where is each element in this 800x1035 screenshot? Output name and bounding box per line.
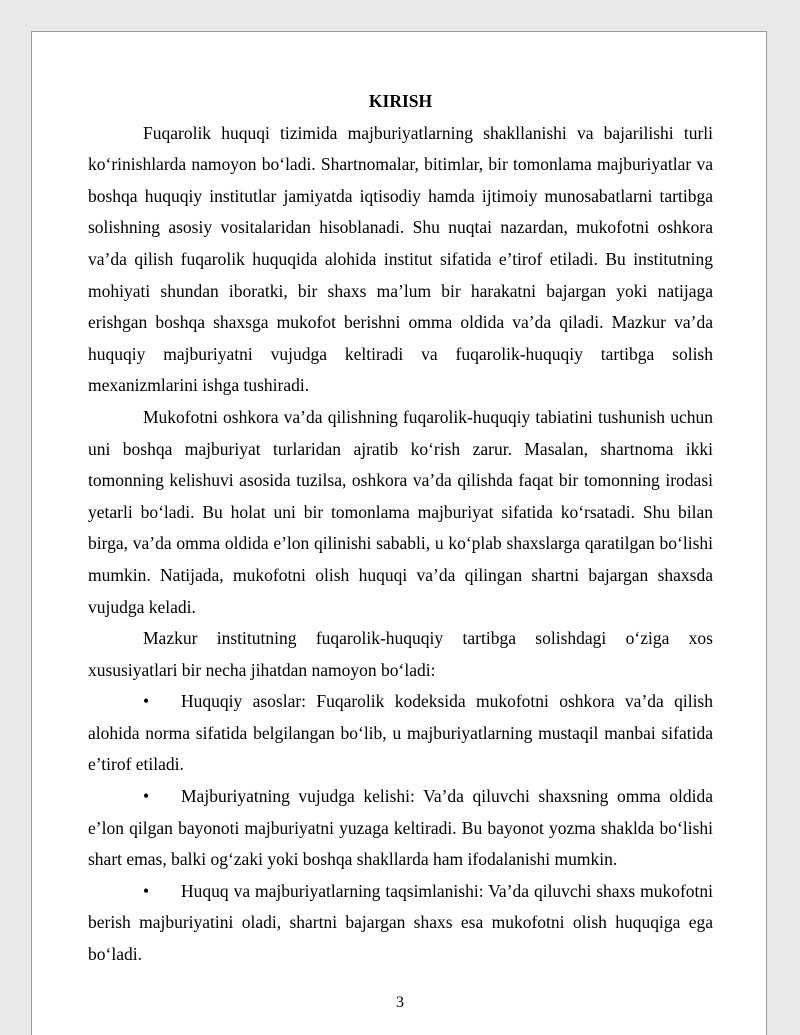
bullet-item: [88, 781, 713, 876]
paragraph: Mukofotni oshkora va’da qilishning fuqarolik-huquqiy tabiatini tushunish uchun uni boshqa majburiyat turlaridan ajratib ko‘rish zarur. Masalan, shartnoma ikki tomonning kelishuvi asosida tuzilsa, oshkora va’da qilishda faqat bir tomonning irodasi yetarli bo‘ladi. Bu holat uni bir tomonlama majburiyat sifatida ko‘rsatadi. Shu bilan birga, va’da omma oldida e’lon qilinishi sababli, u ko‘plab shaxslarga qaratilgan bo‘lishi mumkin. Natijada, mukofotni olish huquqi va’da qilingan shartni bajargan shaxsda vujudga keladi.: [88, 406, 713, 617]
bullet-mark: •: [143, 786, 150, 807]
document-page: [31, 31, 767, 1035]
paragraph: Fuqarolik huquqi tizimida majburiyatlarning shakllanishi va bajarilishi turli ko‘rinishlarda namoyon bo‘ladi. Shartnomalar, bitimlar, bir tomonlama majburiyatlar va boshqa huquqiy institutlar jamiyatda iqtisodiy hamda ijtimoiy munosabatlarni tartibga solishning asosiy vositalaridan hisoblanadi. Shu nuqtai nazardan, mukofotni oshkora va’da qilish fuqarolik huquqida alohida institut sifatida e’tirof etiladi. Bu institutning mohiyati shundan iboratki, bir shaxs ma’lum bir harakatni bajargan yoki natijaga erishgan boshqa shaxsga mukofot berishni omma oldida va’da qiladi. Mazkur va’da huquqiy majburiyatni vujudga keltiradi va fuqarolik-huquqiy tartibga solish mexanizmlarini ishga tushiradi.: [88, 122, 713, 396]
bullet-text: Huquq va majburiyatlarning taqsimlanishi: Va’da qiluvchi shaxs mukofotni berish majburiyatini oladi, shartni bajargan shaxs esa mukofotni olish huquqiga ega bo‘ladi.: [88, 880, 713, 965]
bullet-item: [88, 876, 713, 971]
bullet-mark: •: [143, 880, 150, 901]
paragraph: Mazkur institutning fuqarolik-huquqiy tartibga solishdagi o‘ziga xos xususiyatlari bir necha jihatdan namoyon bo‘ladi:: [88, 628, 713, 680]
bullet-text: Huquqiy asoslar: Fuqarolik kodeksida mukofotni oshkora va’da qilish alohida norma sifatida belgilangan bo‘lib, u majburiyatlarning mustaqil manbai sifatida e’tirof etiladi.: [88, 691, 713, 775]
page-number: 3: [396, 994, 404, 1011]
page-content: [88, 86, 713, 971]
section-heading: KIRISH: [368, 91, 433, 111]
bullet-mark: •: [143, 691, 150, 712]
bullet-item: [88, 686, 713, 781]
bullet-text: Majburiyatning vujudga kelishi: Va’da qiluvchi shaxsning omma oldida e’lon qilgan bayonoti majburiyatni yuzaga keltiradi. Bu bayonot yozma shaklda bo‘lishi shart emas, balki og‘zaki yoki boshqa shakllarda ham ifodalanishi mumkin.: [88, 786, 713, 870]
